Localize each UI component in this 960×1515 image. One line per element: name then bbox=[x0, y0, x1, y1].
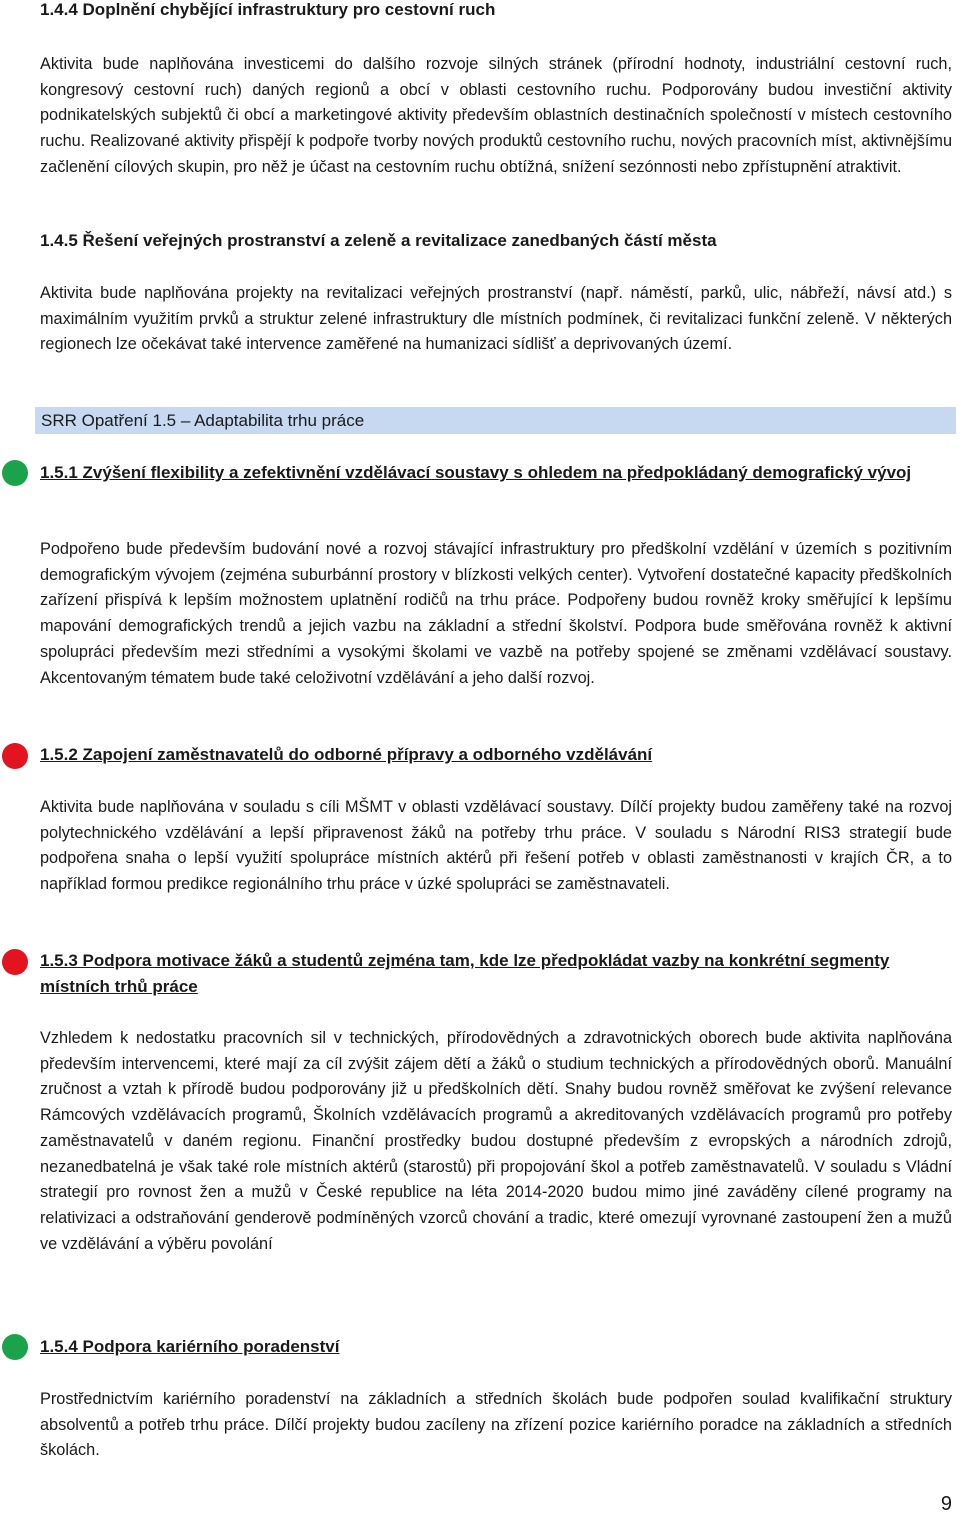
green-status-dot bbox=[2, 1334, 28, 1360]
red-status-dot bbox=[2, 949, 28, 975]
section-paragraph-1-5-3: Vzhledem k nedostatku pracovních sil v technických, přírodovědných a zdravotnických oborech bude aktivita naplňována především intervencemi, které mají za cíl zvýšit zájem dětí a žáků o studium technických a přírodovědných oborů. Manuální zručnost a vztah k přírodě budou podporovány již u předškolních dětí. Snahy budou rovněž směřovat ke zvýšení relevance Rámcových vzdělávacích programů, Školních vzdělávacích programů a akreditovaných vzdělávacích programů pro potřeby zaměstnavatelů v daném regionu. Finanční prostředky budou dostupné především z evropských a národních zdrojů, nezanedbatelná je však také role místních aktérů (starostů) při propojování škol a potřeb zaměstnavatelů. V souladu s Vládní strategií pro rovnost žen a mužů v České republice na léta 2014-2020 budou mimo jiné zaváděny cílené programy na relativizaci a odstraňování genderově podmíněných vzorců chování a tradic, které omezují vyrovnané zastoupení žen a mužů ve vzdělávání a výběru povolání bbox=[40, 1029, 952, 1253]
section-heading-1-5-4: 1.5.4 Podpora kariérního poradenství bbox=[40, 1337, 340, 1356]
section-paragraph-1-4-5: Aktivita bude naplňována projekty na revitalizaci veřejných prostranství (např. náměstí, parků, ulic, nábřeží, návsí atd.) s maximálním využitím prvků a struktur zelené infrastruktury dle místních podmínek, či revitalizaci funkční zeleně. V některých regionech lze očekávat také intervence zaměřené na humanizaci sídlišť a deprivovaných území. bbox=[40, 284, 952, 354]
section-paragraph-1-5-1: Podpořeno bude především budování nové a rozvoj stávající infrastruktury pro předškolní vzdělání v územích s pozitivním demografickým vývojem (zejména suburbánní prostory v blízkosti velkých center). Vytvoření dostatečné kapacity předškolních zařízení přispívá k lepším možnostem uplatnění rodičů na trhu práce. Podpořeny budou rovněž kroky směřující k lepšímu mapování demografických trendů a jejich vazbu na základní a střední školství. Podpora bude směřována rovněž k aktivní spolupráci především mezi středními a vysokými školami ve vazbě na potřeby spojené se změnami vzdělávací soustavy. Akcentovaným tématem bude také celoživotní vzdělávání a jeho další rozvoj. bbox=[40, 540, 952, 687]
srr-measure-title: SRR Opatření 1.5 – Adaptabilita trhu práce bbox=[41, 411, 365, 430]
red-status-dot bbox=[2, 743, 28, 769]
section-paragraph-1-4-4: Aktivita bude naplňována investicemi do dalšího rozvoje silných stránek (přírodní hodnoty, industriální cestovní ruch, kongresový cestovní ruch) daných regionů a obcí v oblasti cestovního ruchu. Podporovány budou investiční aktivity podnikatelských subjektů či obcí a marketingové aktivity především oblastních destinačních společností v místech cestovního ruchu. Realizované aktivity přispějí k podpoře tvorby nových produktů cestovního ruchu, nových pracovních míst, aktivnějšímu začlenění cílových skupin, pro něž je účast na cestovním ruchu obtížná, snížení sezónnosti nebo zpřístupnění atraktivit. bbox=[40, 55, 952, 176]
section-heading-1-4-5: 1.4.5 Řešení veřejných prostranství a zeleně a revitalizace zanedbaných částí města bbox=[40, 231, 717, 250]
section-paragraph-1-5-2: Aktivita bude naplňována v souladu s cíli MŠMT v oblasti vzdělávací soustavy. Dílčí projekty budou zaměřeny také na rozvoj polytechnického vzdělávání a lepší připravenost žáků na potřeby trhu práce. V souladu s Národní RIS3 strategií bude podpořena snaha o lepší využití spolupráce místních aktérů při řešení potřeb v oblasti zaměstnanosti v krajích ČR, a to například formou predikce regionálního trhu práce v úzké spolupráci se zaměstnavateli. bbox=[40, 798, 952, 894]
section-paragraph-1-5-4: Prostřednictvím kariérního poradenství na základních a středních školách bude podpořen soulad kvalifikační struktury absolventů a potřeb trhu práce. Dílčí projekty budou zacíleny na zřízení pozice kariérního poradce na základních a středních školách. bbox=[40, 1390, 952, 1460]
section-heading-1-5-2: 1.5.2 Zapojení zaměstnavatelů do odborné přípravy a odborného vzdělávání bbox=[40, 745, 653, 764]
section-heading-1-4-4: 1.4.4 Doplnění chybějící infrastruktury pro cestovní ruch bbox=[40, 0, 496, 19]
green-status-dot bbox=[2, 460, 28, 486]
section-heading-1-5-1: 1.5.1 Zvýšení flexibility a zefektivnění vzdělávací soustavy s ohledem na předpokládaný demografický vývoj bbox=[40, 463, 912, 482]
page-number: 9 bbox=[940, 1493, 952, 1515]
section-heading-1-5-3: 1.5.3 Podpora motivace žáků a studentů zejména tam, kde lze předpokládat vazby na konkrétní segmenty místních trhů práce bbox=[40, 951, 890, 996]
